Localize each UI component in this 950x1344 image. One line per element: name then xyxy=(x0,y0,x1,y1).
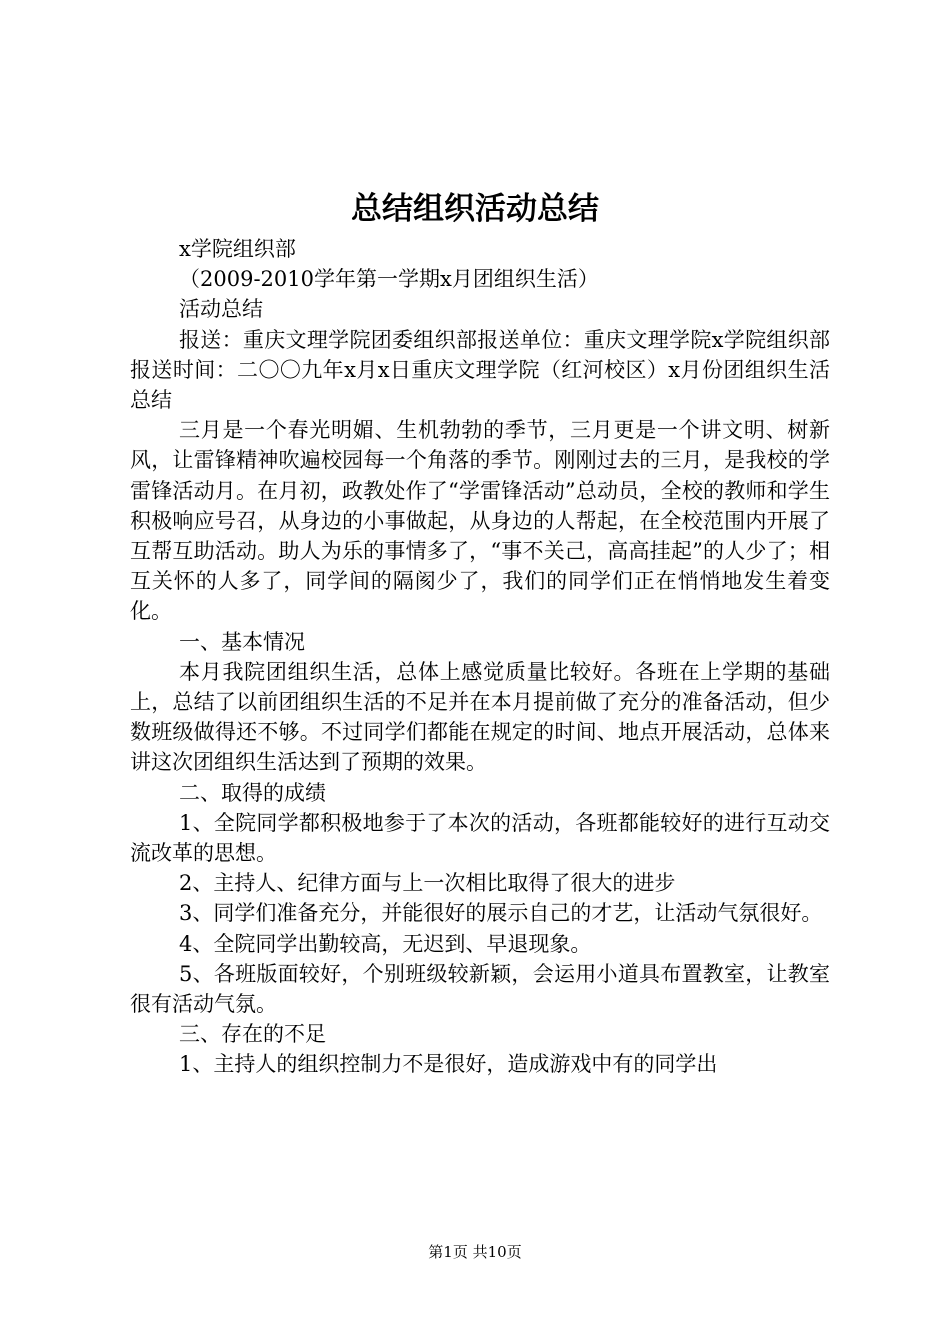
document-body xyxy=(130,234,830,1080)
paragraph-summary-label: 活动总结 xyxy=(179,297,263,322)
paragraph-basic: 本月我院团组织生活，总体上感觉质量比较好。各班在上学期的基础上，总结了以前团组织生活的不足并在本月提前做了充分的准备活动，但少数班级做得还不够。不过同学们都能在规定的时间、地点开展活动，总体来讲这次团组织生活达到了预期的效果。 xyxy=(130,659,830,775)
achievement-item-5: 5、各班版面较好，个别班级较新颖，会运用小道具布置教室，让教室很有活动气氛。 xyxy=(130,961,830,1017)
shortcoming-item-1: 1、主持人的组织控制力不是很好，造成游戏中有的同学出 xyxy=(179,1052,718,1077)
section-heading-basic: 一、基本情况 xyxy=(179,629,305,654)
section-heading-shortcomings: 三、存在的不足 xyxy=(179,1022,326,1047)
achievement-item-4: 4、全院同学出勤较高，无迟到、早退现象。 xyxy=(179,931,592,956)
paragraph-department: x学院组织部 xyxy=(179,237,296,261)
paragraph-intro: 三月是一个春光明媚、生机勃勃的季节，三月更是一个讲文明、树新风，让雷锋精神吹遍校园每一个角落的季节。刚刚过去的三月，是我校的学雷锋活动月。在月初，政教处作了“学雷锋活动”总动员，全校的教师和学生积极响应号召，从身边的小事做起，从身边的人帮起，在全校范围内开展了互帮互助活动。助人为乐的事情多了，“事不关己，高高挂起”的人少了；相互关怀的人多了，同学间的隔阂少了，我们的同学们正在悄悄地发生着变化。 xyxy=(130,418,830,624)
paragraph-semester: （2009-2010学年第一学期x月团组织生活） xyxy=(179,267,599,292)
achievement-item-3: 3、同学们准备充分，并能很好的展示自己的才艺，让活动气氛很好。 xyxy=(179,901,823,926)
achievement-item-2: 2、主持人、纪律方面与上一次相比取得了很大的进步 xyxy=(179,871,676,896)
document-title: 总结组织活动总结 xyxy=(351,191,599,227)
achievement-item-1: 1、全院同学都积极地参于了本次的活动，各班都能较好的进行互动交流改革的思想。 xyxy=(130,810,830,866)
paragraph-report-info: 报送：重庆文理学院团委组织部报送单位：重庆文理学院x学院组织部报送时间：二〇〇九年x月x日重庆文理学院（红河校区）x月份团组织生活总结 xyxy=(130,327,830,413)
page-footer: 第1页 共10页 xyxy=(428,1243,522,1261)
section-heading-achievements: 二、取得的成绩 xyxy=(179,780,326,805)
